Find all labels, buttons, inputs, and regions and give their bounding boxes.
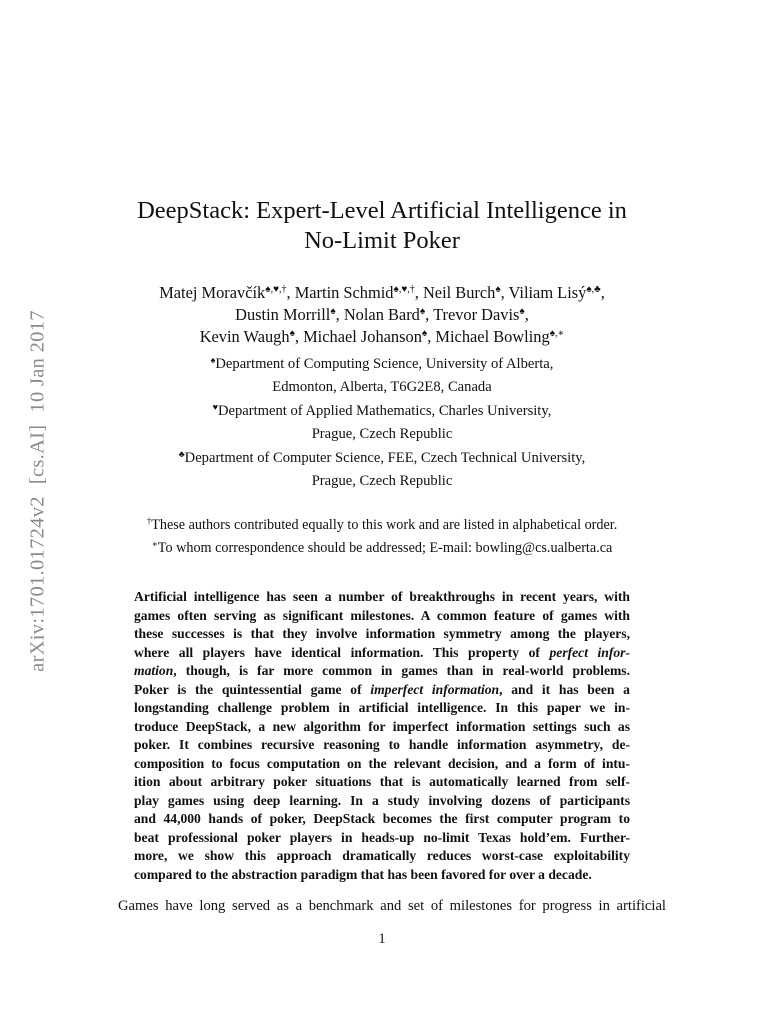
arxiv-id: arXiv:1701.01724v2 — [26, 496, 49, 672]
title-line-1: DeepStack: Expert-Level Artificial Intelligence in — [137, 197, 627, 224]
author-separator: , — [414, 283, 423, 302]
author-marks: ♠,∗ — [549, 328, 565, 339]
affiliation-line — [0, 423, 764, 446]
author-separator: , — [425, 305, 434, 324]
arxiv-category: [cs.AI] — [26, 424, 49, 485]
affiliation-line — [0, 353, 764, 376]
author-name: Nolan Bard — [343, 305, 420, 324]
author-marks: ♠ — [330, 306, 336, 317]
affiliations — [0, 353, 764, 493]
author-marks: ♠ — [421, 328, 428, 339]
affiliation-line — [0, 470, 764, 493]
spade-icon: ♠ — [210, 355, 216, 365]
author-name: Trevor Davis — [433, 305, 520, 324]
abstract-line: Artificial intelligence has seen a number of breakthroughs in recent years, with — [134, 589, 630, 604]
abstract-line: poker. It combines recursive reasoning to handle information asymmetry, de- — [134, 737, 630, 752]
abstract — [134, 588, 630, 884]
author-list — [0, 282, 764, 348]
author-marks: ♠,♣ — [586, 284, 601, 295]
abstract-line: compared to the abstraction paradigm that has been favored for over a decade. — [134, 866, 592, 882]
abstract-line: and 44,000 hands of poker, DeepStack becomes the first computer program to — [134, 811, 630, 826]
author-name: Martin Schmid — [294, 283, 394, 302]
author-marks: ♠ — [519, 306, 525, 317]
author-name: Michael Johanson — [303, 327, 422, 346]
author-separator: , — [500, 283, 509, 302]
abstract-text: , and it has been a — [499, 681, 630, 697]
abstract-line: beat professional poker players in heads-up no-limit Texas hold’em. Further- — [134, 829, 630, 845]
body-paragraph: Games have long served as a benchmark and set of milestones for progress in artificial — [118, 898, 666, 914]
abstract-emphasis: imperfect information — [370, 681, 500, 697]
affiliation-text: Prague, Czech Republic — [311, 473, 453, 490]
abstract-line: these successes is that they involve information symmetry among the players, — [134, 626, 630, 641]
abstract-line — [134, 662, 630, 681]
asterisk-icon: ∗ — [151, 539, 158, 549]
abstract-line — [134, 681, 630, 700]
page-number: 1 — [378, 931, 386, 947]
author-separator: , — [600, 283, 605, 302]
author-name: Dustin Morrill — [235, 305, 331, 324]
abstract-text: , though, is far more common in games than in real-world problems. — [173, 663, 630, 678]
arxiv-date: 10 Jan 2017 — [26, 310, 49, 413]
affiliation-text: Edmonton, Alberta, T6G2E8, Canada — [272, 379, 492, 396]
author-separator: , — [294, 327, 304, 346]
abstract-line: games often serving as significant milestones. A common feature of games with — [134, 607, 630, 623]
abstract-text: Poker is the quintessential game of — [134, 681, 362, 697]
author-name: Viliam Lisý — [508, 283, 587, 302]
abstract-emphasis: mation — [134, 663, 174, 678]
club-icon: ♣ — [178, 448, 185, 459]
affiliation-text: Department of Computer Science, FEE, Czech Technical University, — [184, 449, 586, 466]
author-name: Neil Burch — [422, 283, 496, 302]
abstract-line: ition about arbitrary poker situations that is automatically learned from self- — [134, 774, 630, 789]
abstract-text: where all players have identical information. This property of — [134, 644, 540, 660]
author-separator: , — [427, 327, 436, 346]
heart-icon: ♥ — [212, 401, 218, 412]
author-separator: , — [335, 305, 344, 324]
note-text: These authors contributed equally to this work and are listed in alphabetical order. — [151, 517, 618, 533]
affiliation-text: Prague, Czech Republic — [311, 426, 453, 443]
affiliation-line — [0, 447, 764, 470]
abstract-line: longstanding challenge problem in artificial intelligence. In this paper we in- — [134, 700, 630, 715]
note-line — [0, 537, 764, 560]
title-line-2: No-Limit Poker — [304, 227, 460, 254]
author-marks: ♠ — [289, 328, 295, 339]
abstract-line: composition to focus computation on the relevant decision, and a form of intu- — [134, 755, 630, 771]
author-name: Matej Moravčík — [159, 283, 266, 302]
author-notes — [0, 514, 764, 560]
author-separator: , — [524, 305, 529, 324]
author-separator: , — [286, 283, 295, 302]
author-marks: ♠,♥,† — [265, 284, 287, 295]
author-marks: ♠,♥,† — [393, 284, 415, 295]
note-text: To whom correspondence should be addressed; E-mail: bowling@cs.ualberta.ca — [157, 540, 613, 556]
author-name: Kevin Waugh — [199, 327, 290, 346]
abstract-line — [134, 644, 630, 663]
author-line — [0, 326, 764, 348]
affiliation-line — [0, 400, 764, 423]
dagger-icon: † — [146, 516, 152, 526]
affiliation-text: Department of Applied Mathematics, Charles University, — [217, 402, 552, 419]
affiliation-line — [0, 376, 764, 399]
author-marks: ♠ — [419, 306, 426, 317]
author-line — [0, 282, 764, 304]
abstract-emphasis: perfect infor- — [549, 644, 630, 660]
author-marks: ♠ — [495, 284, 501, 295]
abstract-line: more, we show this approach dramatically reduces worst-case exploitability — [134, 848, 630, 863]
affiliation-text: Department of Computing Science, University of Alberta, — [215, 356, 554, 372]
note-line — [0, 514, 764, 537]
abstract-line: play games using deep learning. In a study involving dozens of participants — [134, 792, 630, 808]
author-line — [0, 304, 764, 326]
abstract-line: troduce DeepStack, a new algorithm for imperfect information settings such as — [134, 718, 630, 734]
author-name: Michael Bowling — [435, 327, 550, 346]
paper-title — [0, 196, 764, 256]
